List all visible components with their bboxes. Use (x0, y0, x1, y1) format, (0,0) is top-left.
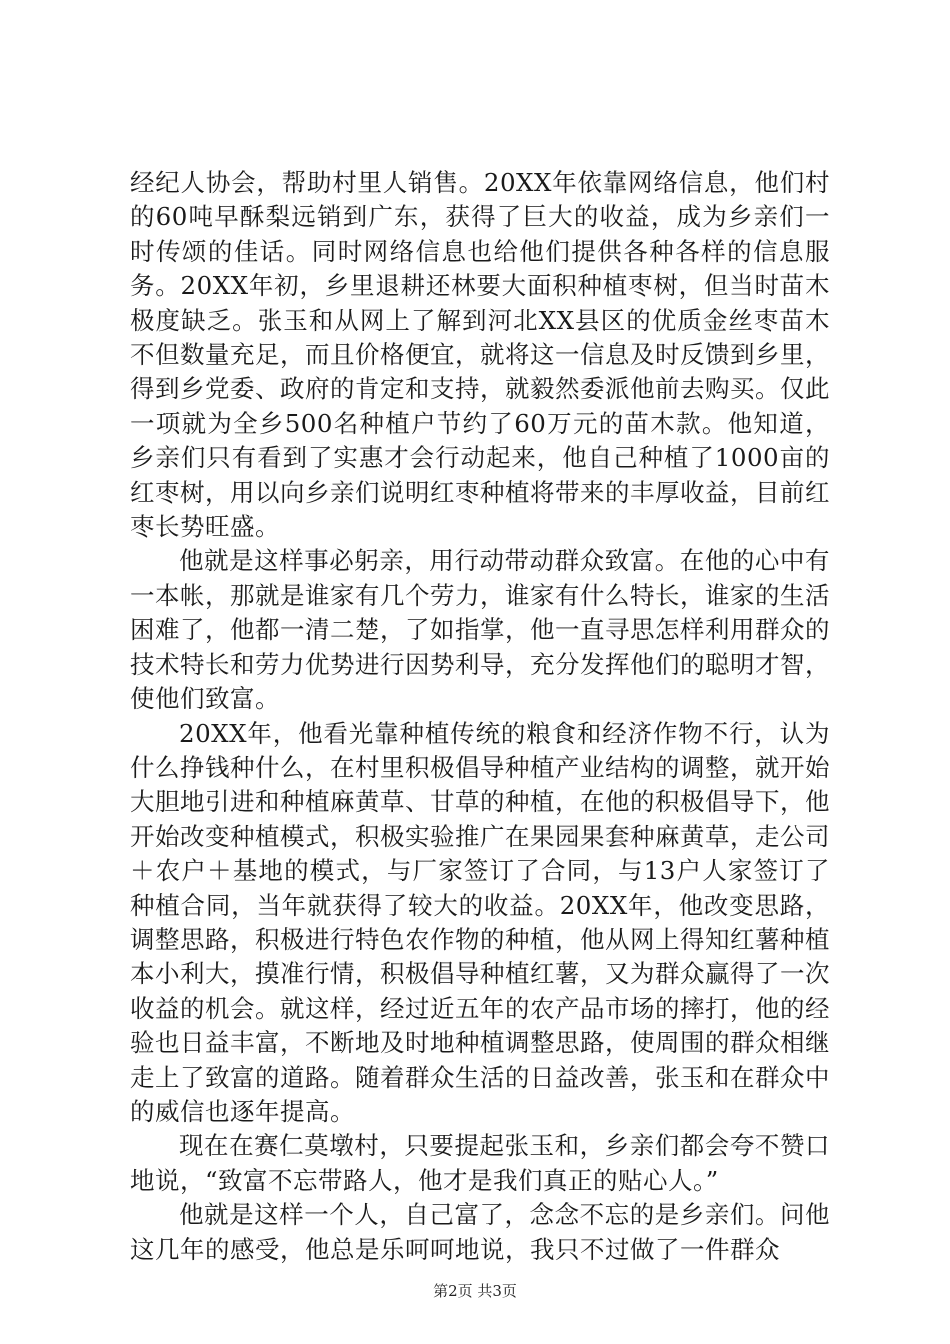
page-footer (0, 1280, 950, 1301)
paragraph: 他就是这样事必躬亲，用行动带动群众致富。在他的心中有一本帐，那就是谁家有几个劳力，谁家有什么特长，谁家的生活困难了，他都一清二楚，了如指掌，他一直寻思怎样利用群众的技术特长和劳力优势进行因势利导，充分发挥他们的聪明才智，使他们致富。 (130, 546, 830, 714)
page-number: 第2页 共3页 (433, 1282, 517, 1300)
paragraph: 20XX年，他看光靠种植传统的粮食和经济作物不行，认为什么挣钱种什么，在村里积极倡导种植产业结构的调整，就开始大胆地引进和种植麻黄草、甘草的种植，在他的积极倡导下，他开始改变种植模式，积极实验推广在果园果套种麻黄草，走公司＋农户＋基地的模式，与厂家签订了合同，与13户人家签订了种植合同，当年就获得了较大的收益。20XX年，他改变思路，调整思路，积极进行特色农作物的种植，他从网上得知红薯种植本小利大，摸准行情，积极倡导种植红薯，又为群众赢得了一次收益的机会。就这样，经过近五年的农产品市场的摔打，他的经验也日益丰富，不断地及时地种植调整思路，使周围的群众相继走上了致富的道路。随着群众生活的日益改善，张玉和在群众中的威信也逐年提高。 (130, 718, 830, 1126)
paragraph: 他就是这样一个人，自己富了，念念不忘的是乡亲们。问他这几年的感受，他总是乐呵呵地说，我只不过做了一件群众 (130, 1200, 830, 1264)
paragraph: 现在在赛仁莫墩村，只要提起张玉和，乡亲们都会夸不赞口地说，“致富不忘带路人，他才是我们真正的贴心人。” (130, 1131, 830, 1195)
document-body (130, 166, 830, 1267)
paragraph-continuation: 经纪人协会，帮助村里人销售。20XX年依靠网络信息，他们村的60吨早酥梨远销到广东，获得了巨大的收益，成为乡亲们一时传颂的佳话。同时网络信息也给他们提供各种各样的信息服务。20XX年初，乡里退耕还林要大面积种植枣树，但当时苗木极度缺乏。张玉和从网上了解到河北XX县区的优质金丝枣苗木不但数量充足，而且价格便宜，就将这一信息及时反馈到乡里，得到乡党委、政府的肯定和支持，就毅然委派他前去购买。仅此一项就为全乡500名种植户节约了60万元的苗木款。他知道，乡亲们只有看到了实惠才会行动起来，他自己种植了1000亩的红枣树，用以向乡亲们说明红枣种植将带来的丰厚收益，目前红枣长势旺盛。 (130, 168, 830, 542)
